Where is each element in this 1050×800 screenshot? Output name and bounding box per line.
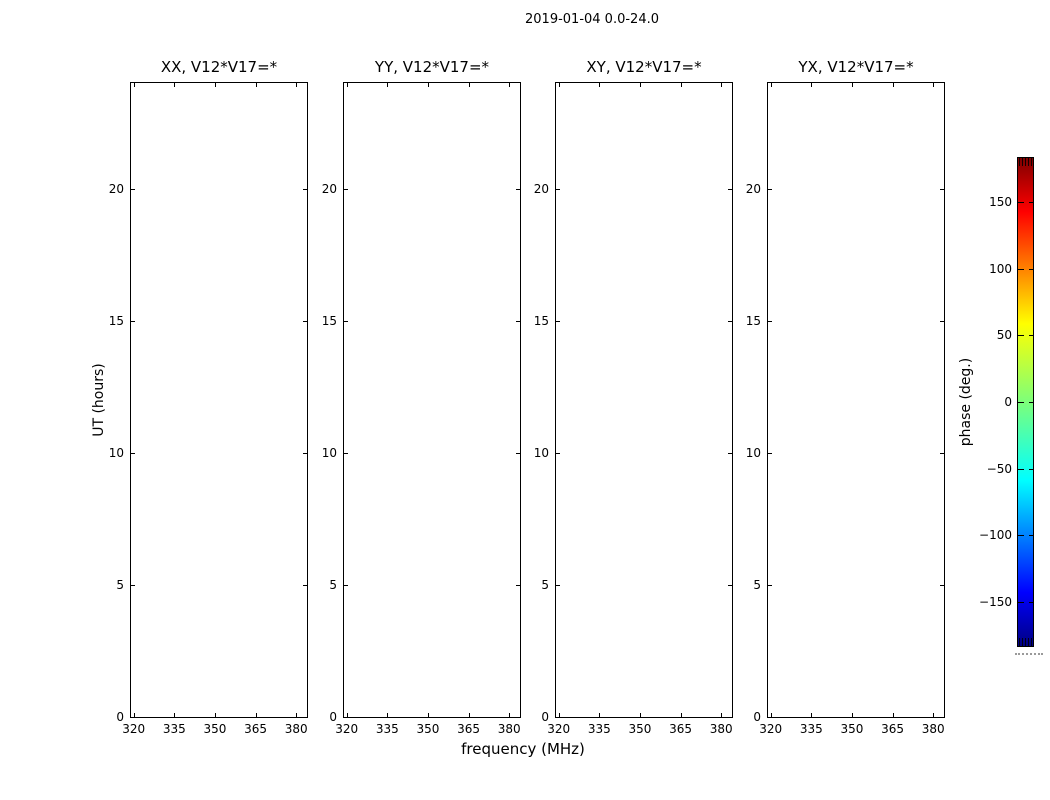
y-tick-label: 15 [745, 313, 761, 328]
x-tick-label: 380 [497, 722, 521, 736]
y-tick [556, 585, 560, 586]
y-tick [131, 321, 135, 322]
y-tick-label: 15 [108, 313, 124, 328]
x-axis-label: frequency (MHz) [461, 740, 585, 758]
y-tick [344, 321, 348, 322]
subplot-title: YX, V12*V17=* [798, 58, 914, 76]
x-tick [134, 83, 135, 87]
x-tick [852, 83, 853, 87]
y-tick [768, 321, 772, 322]
y-tick [556, 717, 560, 718]
colorbar-tick [1018, 602, 1024, 603]
y-tick-label: 0 [116, 710, 124, 724]
x-tick-label: 335 [799, 722, 823, 736]
y-tick [768, 717, 772, 718]
figure-title: 2019-01-04 0.0-24.0 [525, 12, 659, 27]
x-tick-label: 335 [162, 722, 186, 736]
x-tick [256, 83, 257, 87]
y-tick [131, 453, 135, 454]
y-tick [303, 321, 307, 322]
y-tick-label: 10 [745, 445, 761, 460]
y-axis-label: UT (hours) [91, 363, 107, 437]
y-tick [131, 585, 135, 586]
y-tick-label: 5 [116, 577, 124, 592]
y-tick-label: 20 [745, 181, 761, 196]
y-tick [303, 717, 307, 718]
x-tick [599, 83, 600, 87]
x-tick [428, 83, 429, 87]
y-tick-label: 10 [533, 445, 549, 460]
x-tick [811, 713, 812, 717]
x-tick [296, 83, 297, 87]
subplot-title: XX, V12*V17=* [160, 58, 278, 76]
x-tick-label: 350 [416, 722, 440, 736]
colorbar-tick [1029, 402, 1033, 403]
plot-area [745, 82, 945, 736]
x-tick-label: 365 [457, 722, 480, 736]
y-tick-label: 5 [541, 577, 549, 592]
x-tick-label: 380 [284, 722, 308, 736]
y-tick-label: 20 [321, 181, 337, 196]
x-tick [893, 83, 894, 87]
colorbar-tick [1018, 402, 1024, 403]
x-tick-label: 365 [244, 722, 267, 736]
y-tick [344, 453, 348, 454]
x-tick [933, 713, 934, 717]
colorbar-tick [1029, 469, 1033, 470]
y-tick [728, 717, 732, 718]
y-tick-label: 10 [108, 445, 124, 460]
x-tick [256, 713, 257, 717]
y-tick [516, 321, 520, 322]
y-tick [516, 717, 520, 718]
plot-area [533, 82, 733, 736]
x-tick-label: 335 [587, 722, 611, 736]
y-tick [131, 717, 135, 718]
x-tick [599, 713, 600, 717]
x-tick [174, 713, 175, 717]
x-tick [469, 83, 470, 87]
y-tick [556, 453, 560, 454]
colorbar-tick [1029, 535, 1033, 536]
y-tick [344, 717, 348, 718]
x-tick [347, 83, 348, 87]
x-tick-label: 320 [547, 722, 571, 736]
x-tick [296, 713, 297, 717]
colorbar-tick [1018, 469, 1024, 470]
x-tick-label: 335 [375, 722, 399, 736]
x-tick [215, 713, 216, 717]
y-tick-label: 10 [321, 445, 337, 460]
x-tick [559, 83, 560, 87]
colorbar-tick-label: −50 [986, 461, 1012, 476]
y-tick-label: 0 [541, 710, 549, 724]
y-tick [768, 453, 772, 454]
colorbar-tick [1029, 602, 1033, 603]
y-tick-label: 15 [321, 313, 337, 328]
x-tick-label: 380 [921, 722, 945, 736]
x-tick-label: 350 [203, 722, 227, 736]
x-tick-label: 365 [881, 722, 904, 736]
colorbar-tick [1029, 269, 1033, 270]
colorbar-tick-label: 100 [989, 261, 1012, 276]
y-tick [940, 585, 944, 586]
y-tick-label: 0 [753, 710, 761, 724]
x-tick-label: 320 [759, 722, 783, 736]
y-tick-label: 0 [329, 710, 337, 724]
y-tick [940, 453, 944, 454]
colorbar-tick [1018, 269, 1024, 270]
y-tick-label: 5 [329, 577, 337, 592]
colorbar-tick [1018, 335, 1024, 336]
colorbar-tick-label: −150 [979, 595, 1012, 609]
y-tick [728, 321, 732, 322]
x-tick [640, 83, 641, 87]
colorbar-tick-label: 0 [1004, 395, 1012, 409]
x-tick [428, 713, 429, 717]
x-tick [681, 713, 682, 717]
x-tick [893, 713, 894, 717]
colorbar [979, 157, 1034, 647]
colorbar-label: phase (deg.) [958, 357, 974, 447]
x-tick-label: 350 [628, 722, 652, 736]
y-tick-label: 15 [533, 313, 549, 328]
y-tick [728, 189, 732, 190]
colorbar-tick [1029, 202, 1033, 203]
y-tick [728, 585, 732, 586]
x-tick [469, 713, 470, 717]
x-tick [509, 713, 510, 717]
y-tick [768, 189, 772, 190]
y-tick [556, 321, 560, 322]
plot-area [108, 82, 308, 736]
x-tick [640, 713, 641, 717]
x-tick-label: 320 [335, 722, 359, 736]
x-tick [215, 83, 216, 87]
y-tick [940, 321, 944, 322]
y-tick-label: 5 [753, 577, 761, 592]
y-tick [303, 585, 307, 586]
y-tick-label: 20 [108, 181, 124, 196]
x-tick [852, 713, 853, 717]
y-tick [516, 189, 520, 190]
y-tick [131, 189, 135, 190]
x-tick [933, 83, 934, 87]
x-tick [387, 713, 388, 717]
subplot-title: XY, V12*V17=* [586, 58, 702, 76]
y-tick [556, 189, 560, 190]
plot-area [321, 82, 521, 736]
y-tick [940, 717, 944, 718]
colorbar-tick [1029, 335, 1033, 336]
x-tick [721, 83, 722, 87]
x-tick-label: 380 [709, 722, 733, 736]
colorbar-tick-label: 150 [989, 195, 1012, 209]
colorbar-hatch-top [1019, 158, 1032, 166]
x-tick [681, 83, 682, 87]
subplot-title: YY, V12*V17=* [374, 58, 490, 76]
y-tick [344, 189, 348, 190]
x-tick [174, 83, 175, 87]
y-tick [303, 189, 307, 190]
y-tick-label: 20 [533, 181, 549, 196]
x-tick [509, 83, 510, 87]
x-tick [721, 713, 722, 717]
y-tick [940, 189, 944, 190]
colorbar-dotted-edge [1015, 653, 1043, 655]
colorbar-hatch-bottom [1019, 638, 1032, 646]
colorbar-tick [1018, 202, 1024, 203]
y-tick [768, 585, 772, 586]
y-tick [516, 453, 520, 454]
colorbar-tick [1018, 535, 1024, 536]
x-tick [387, 83, 388, 87]
x-tick [771, 83, 772, 87]
y-tick [728, 453, 732, 454]
y-tick [303, 453, 307, 454]
colorbar-tick-label: −100 [979, 528, 1012, 543]
y-tick [344, 585, 348, 586]
x-tick-label: 350 [840, 722, 864, 736]
x-tick-label: 320 [122, 722, 146, 736]
y-tick [516, 585, 520, 586]
x-tick-label: 365 [669, 722, 692, 736]
colorbar-tick-label: 50 [996, 328, 1012, 343]
x-tick [811, 83, 812, 87]
